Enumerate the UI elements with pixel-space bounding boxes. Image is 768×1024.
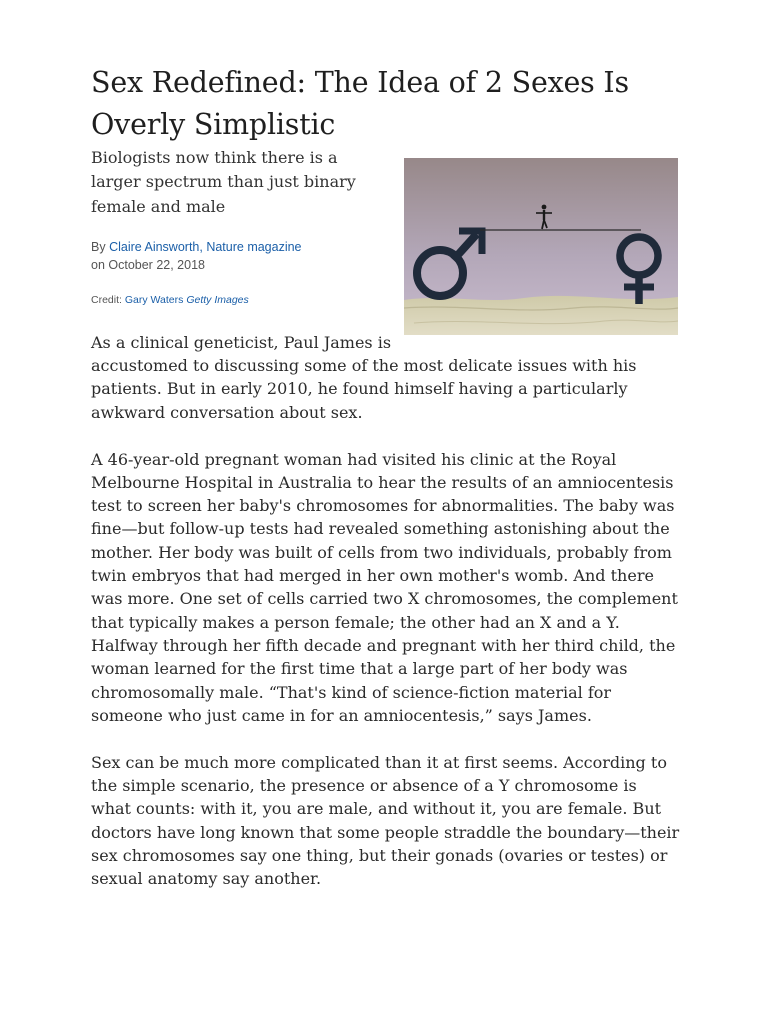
article-paragraph-3: Sex can be much more complicated than it at first seems. According to the simple scenario, the presence or absence of a Y chromosome is what counts: with it, you are male, and without it, you are female. But doctors have long known that some people straddle the boundary—their sex chromosomes say one thing, but their gonads (ovaries or testes) or sexual anatomy say another. <box>91 752 680 889</box>
credit-agency: Getty Images <box>186 293 249 306</box>
credit-photographer-link[interactable] <box>125 294 249 306</box>
article-subtitle: Biologists now think there is a larger spectrum than just binary female and male <box>91 148 356 216</box>
publish-date: on October 22, 2018 <box>91 257 205 272</box>
article <box>91 62 681 890</box>
article-paragraph-1: As a clinical geneticist, Paul James is accustomed to discussing some of the most delicate issues with his patients. But in early 2010, he found himself having a particularly awkward conversation about sex. <box>91 332 637 422</box>
credit-photographer: Gary Waters <box>124 293 184 306</box>
author-link[interactable]: Claire Ainsworth, Nature magazine <box>109 239 302 254</box>
article-title: Sex Redefined: The Idea of 2 Sexes Is Overly Simplistic <box>91 66 629 141</box>
article-paragraph-2: A 46-year-old pregnant woman had visited his clinic at the Royal Melbourne Hospital in Australia to hear the results of an amniocentesis test to screen her baby's chromosomes for abnormalities. The baby was fine—but follow-up tests had revealed something astonishing about the mother. Her body was built of cells from two individuals, probably from twin embryos that had merged in her own mother's womb. And there was more. One set of cells carried two X chromosomes, the complement that typically makes a person female; the other had an X and a Y. Halfway through her fifth decade and pregnant with her third child, the woman learned for the first time that a large part of her body was chromosomally male. “That's kind of science-fiction material for someone who just came in for an amniocentesis,” says James. <box>91 449 678 725</box>
hero-image <box>404 158 678 335</box>
credit-label: Credit: <box>91 293 125 306</box>
byline-prefix: By <box>91 239 110 254</box>
